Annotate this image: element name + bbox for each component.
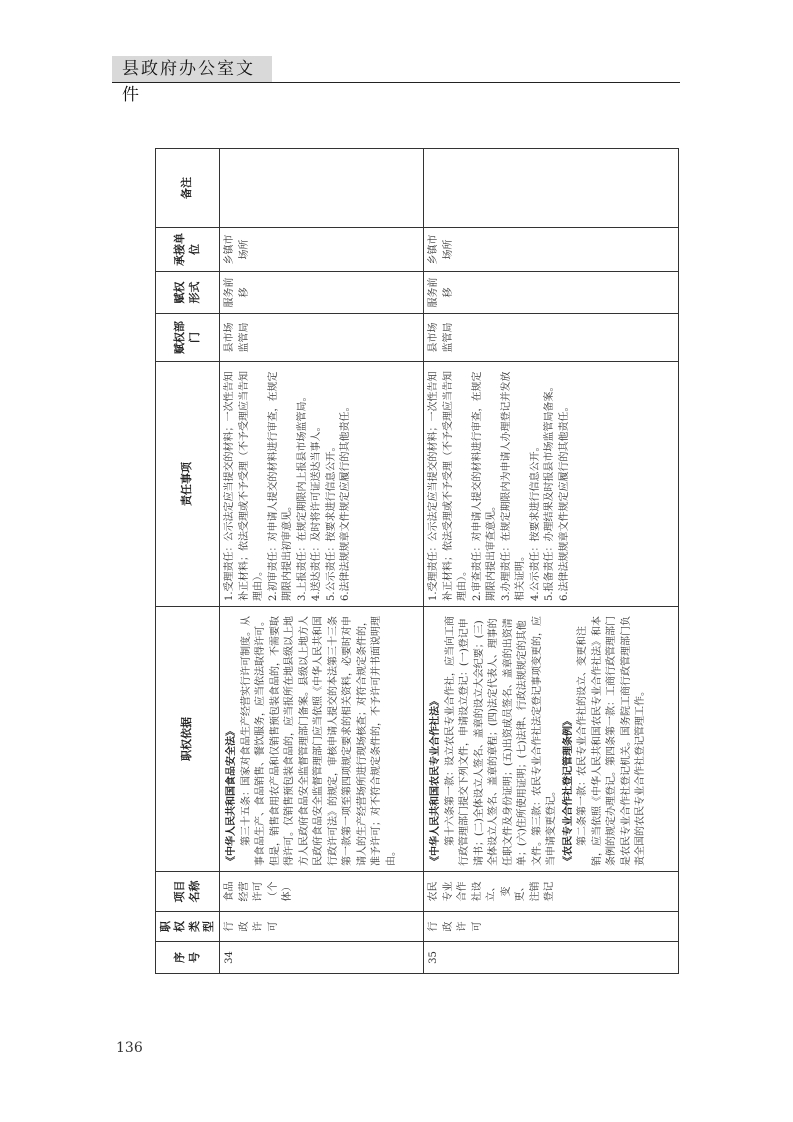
duty-item: 3.上报责任：在规定期限内上报县市场监管局。 <box>296 391 308 601</box>
table-row <box>424 149 679 974</box>
duty-item: 5.报备责任：办理结果及时报县市场监管局备案。 <box>544 381 556 601</box>
col-header-basis: 职权依据 <box>156 607 220 872</box>
col-header-form: 赋权形式 <box>156 272 220 314</box>
duty-item: 5.公示责任：按要求进行信息公开。 <box>325 441 337 601</box>
row-seq: 34 <box>220 942 424 974</box>
table-row <box>220 149 424 974</box>
law-text: 第三十五条：国家对食品生产经营实行许可制度。从事食品生产、食品销售、餐饮服务，应当依法取得许可。但是，销售食用农产品和仅销售预包装食品的，不需要取得许可。仅销售预包装食品的，应当报所在地县级以上地方人民政府食品安全监督管理部门备案。县级以上地方人民政府食品安全监督管理部门应当依照《中华人民共和国行政许可法》的规定，审核申请人提交的本法第三十三条第一款第一项至第四项规定要求的相关资料，必要时对申请人的生产经营场所进行现场核查；对符合规定条件的，准予许可；对不符合规定条件的，不予许可并书面说明理由。 <box>240 616 397 866</box>
row-basis <box>424 607 679 872</box>
row-type: 行政许可 <box>424 912 679 942</box>
row-unit: 乡镇市场所 <box>220 228 424 272</box>
table-header-row <box>156 149 220 974</box>
law-title: 《农民专业合作社登记管理条例》 <box>562 716 574 866</box>
duty-item: 6.法律法规规章文件规定应履行的其他责任。 <box>558 401 570 601</box>
duty-item: 3.办理责任：在规定期限内为申请人办理登记并发放相关证明。 <box>500 371 527 601</box>
duty-item: 4.送达责任：及时将许可证送达当事人。 <box>311 421 323 601</box>
duty-item: 6.法律法规规章文件规定应履行的其他责任。 <box>340 401 352 601</box>
row-remark <box>220 149 424 228</box>
duty-item: 1.受理责任：公示法定应当提交的材料；一次性告知补正材料；依法受理或不予受理（不予受理应当告知理由）。 <box>224 371 265 601</box>
col-header-dept: 赋权部门 <box>156 314 220 362</box>
duty-item: 4.公示责任：按要求进行信息公开。 <box>529 441 541 601</box>
row-name: 农民专业合作社设立、变更、注销登记 <box>424 872 679 912</box>
rotated-table-container <box>155 149 679 974</box>
law-title: 《中华人民共和国农民专业合作社法》 <box>430 696 442 866</box>
law-text: 第二条第一款：农民专业合作社的设立、变更和注销，应当依照《中华人民共和国农民专业合作社法》和本条例的规定办理登记。第四条第一款：工商行政管理部门是农民专业合作社登记机关。国务院工商行政管理部门负责全国的农民专业合作社登记管理工作。 <box>577 616 647 866</box>
duty-item: 2.审查责任：对申请人提交的材料进行审查，在规定期限内提出审查意见。 <box>471 371 498 601</box>
duty-item: 1.受理责任：公示法定应当提交的材料；一次性告知补正材料；依法受理或不予受理（不予受理应当告知理由）。 <box>428 371 469 601</box>
duty-item: 2.初审责任：对申请人提交的材料进行审查，在规定期限内提出初审意见。 <box>267 371 294 601</box>
row-seq: 35 <box>424 942 679 974</box>
row-dept: 县市场监管局 <box>424 314 679 362</box>
row-form: 服务前移 <box>220 272 424 314</box>
col-header-type: 职权类型 <box>156 912 220 942</box>
row-dept: 县市场监管局 <box>220 314 424 362</box>
row-form: 服务前移 <box>424 272 679 314</box>
law-title: 《中华人民共和国食品安全法》 <box>226 726 238 866</box>
col-header-remark: 备注 <box>156 149 220 228</box>
row-type: 行政许可 <box>220 912 424 942</box>
document-header-title: 县政府办公室文件 <box>112 56 272 82</box>
authority-table <box>155 148 679 974</box>
col-header-seq: 序号 <box>156 942 220 974</box>
header-divider <box>112 82 680 83</box>
law-text: 第十六条第一款：设立农民专业合作社，应当向工商行政管理部门提交下列文件，申请设立登记：(一)登记申请书；(二)全体设立人签名、盖章的设立大会纪要；(三)全体设立人签名、盖章的章程；(四)法定代表人、理事的任职文件及身份证明；(五)出资成员签名、盖章的出资清单；(六)住所使用证明；(七)法律、行政法规规定的其他文件。第三款：农民专业合作社法定登记事项变更的，应当申请变更登记。 <box>444 616 558 866</box>
row-duties <box>424 362 679 607</box>
row-duties <box>220 362 424 607</box>
col-header-unit: 承接单位 <box>156 228 220 272</box>
page-number: 136 <box>116 1040 143 1056</box>
col-header-duties: 责任事项 <box>156 362 220 607</box>
col-header-name: 项目名称 <box>156 872 220 912</box>
row-remark <box>424 149 679 228</box>
row-basis <box>220 607 424 872</box>
row-unit: 乡镇市场所 <box>424 228 679 272</box>
row-name: 食品经营许可（个体） <box>220 872 424 912</box>
